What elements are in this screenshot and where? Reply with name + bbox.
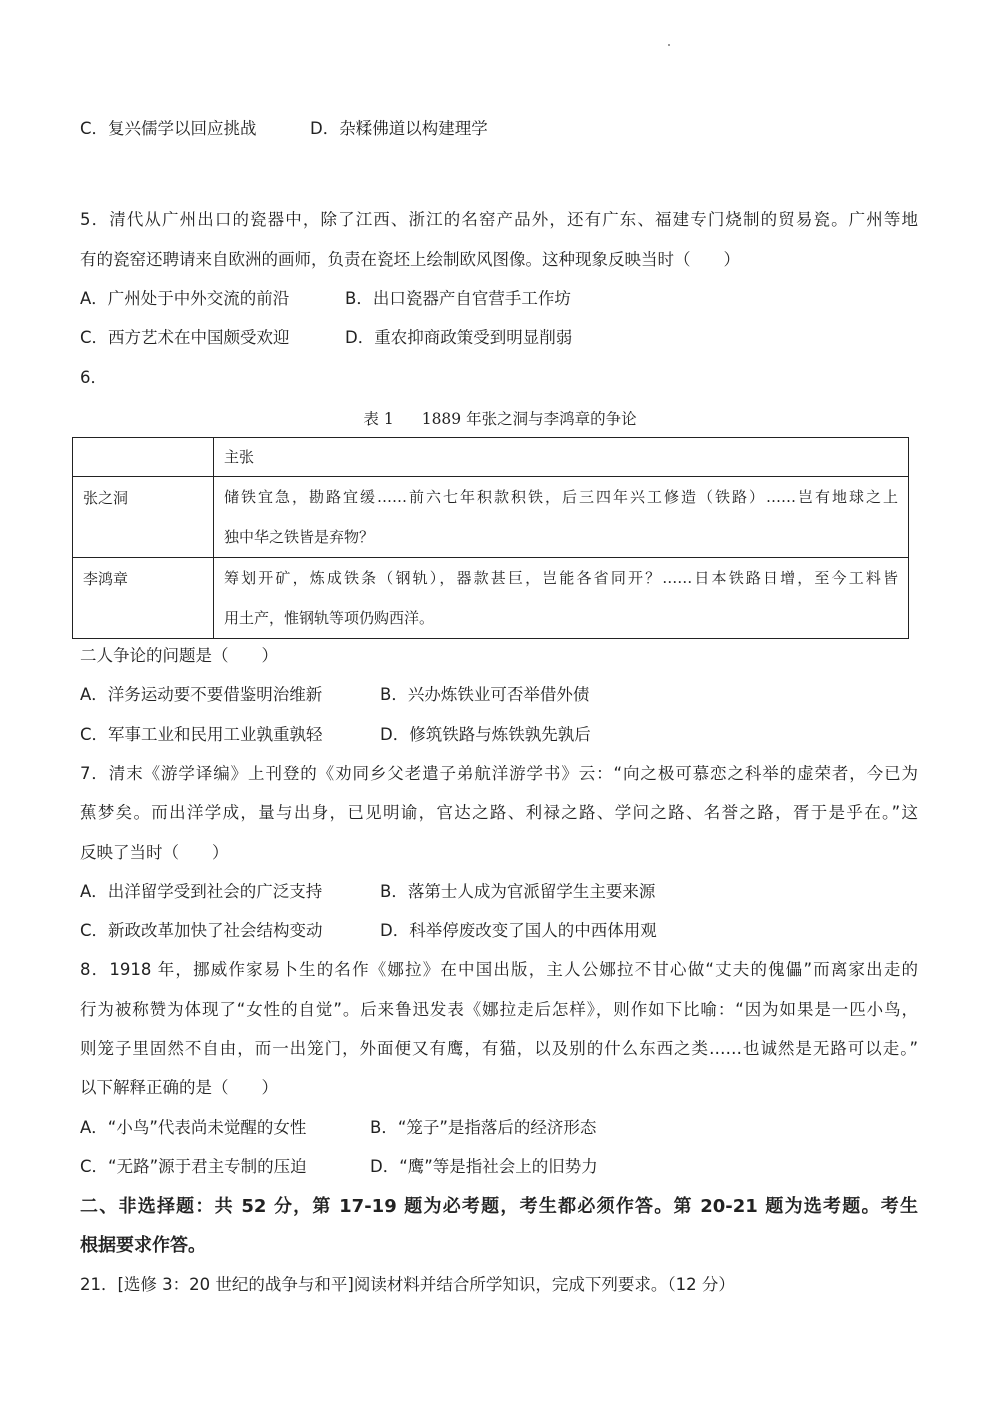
- q8-option-d: D．“鹰”等是指社会上的旧势力: [370, 1157, 598, 1176]
- q7-option-a: A．出洋留学受到社会的广泛支持: [80, 882, 323, 901]
- q6-option-b: B．兴办炼铁业可否举借外债: [380, 685, 590, 704]
- debate-table: [72, 437, 909, 639]
- q7-option-b: B．落第士人成为官派留学生主要来源: [380, 882, 656, 901]
- table-row: [73, 477, 909, 558]
- q7-stem-line2: 蕉梦矣。而出洋学成，量与出身，已见明谕，官达之路、利禄之路、学问之路、名誉之路，胥于是乎在。”这: [80, 803, 918, 822]
- q7-stem-line1: 7．清末《游学译编》上刊登的《劝同乡父老遣子弟航洋游学书》云：“向之极可慕恋之科举的虚荣者，今已为: [80, 764, 918, 783]
- q6-option-d: D．修筑铁路与炼铁孰先孰后: [380, 725, 591, 744]
- q7-option-c: C．新政改革加快了社会结构变动: [80, 921, 323, 940]
- row-name: 李鸿章: [73, 558, 214, 639]
- q5-option-b: B．出口瓷器产自官营手工作坊: [345, 289, 571, 308]
- table-header-row: [73, 438, 909, 477]
- q5-option-d: D．重农抑商政策受到明显削弱: [345, 328, 573, 347]
- q5-stem-line2: 有的瓷窑还聘请来自欧洲的画师，负责在瓷坯上绘制欧风图像。这种现象反映当时（ ）: [80, 250, 740, 269]
- row-position-line: 用土产，惟钢轨等项仍购西洋。: [224, 609, 435, 627]
- row-position-line: 筹划开矿，炼成铁条（钢轨），器款甚巨，岂能各省同开？……日本铁路日增，至今工料皆: [224, 569, 898, 587]
- q5-option-c: C．西方艺术在中国颇受欢迎: [80, 328, 290, 347]
- row-position-line: 储铁宜急，勘路宜缓……前六七年积款积铁，后三四年兴工修造（铁路）……岂有地球之上: [224, 488, 898, 506]
- q6-stem: 二人争论的问题是（ ）: [80, 646, 278, 665]
- q6-option-a: A．洋务运动要不要借鉴明治维新: [80, 685, 323, 704]
- table-row: [73, 558, 909, 639]
- q6-option-c: C．军事工业和民用工业孰重孰轻: [80, 725, 323, 744]
- row-position: [214, 477, 909, 558]
- q5-stem-line1: 5．清代从广州出口的瓷器中，除了江西、浙江的名窑产品外，还有广东、福建专门烧制的贸易瓷。广州等地: [80, 210, 918, 229]
- q8-stem-line4: 以下解释正确的是（ ）: [80, 1078, 278, 1097]
- table-caption: [0, 407, 1000, 429]
- row-position-line: 独中华之铁皆是弃物？: [224, 528, 375, 546]
- scan-speck: [668, 44, 670, 46]
- row-position: [214, 558, 909, 639]
- q7-option-d: D．科举停废改变了国人的中西体用观: [380, 921, 657, 940]
- q6-number: 6．: [80, 368, 107, 387]
- q8-stem-line3: 则笼子里固然不自由，而一出笼门，外面便又有鹰，有猫，以及别的什么东西之类……也诚然是无路可以走。”: [80, 1039, 918, 1058]
- q5-option-a: A．广州处于中外交流的前沿: [80, 289, 290, 308]
- q8-stem-line1: 8．1918 年，挪威作家易卜生的名作《娜拉》在中国出版，主人公娜拉不甘心做“丈夫的傀儡”而离家出走的: [80, 960, 918, 979]
- row-name: 张之洞: [73, 477, 214, 558]
- q8-stem-line2: 行为被称赞为体现了“女性的自觉”。后来鲁迅发表《娜拉走后怎样》，则作如下比喻：“因为如果是一匹小鸟，: [80, 1000, 918, 1019]
- q4-option-d: D．杂糅佛道以构建理学: [310, 119, 488, 138]
- caption-label: 表 1: [363, 410, 394, 428]
- section2-heading-line1: 二、非选择题：共 52 分，第 17-19 题为必考题，考生都必须作答。第 20-21 题为选考题。考生: [80, 1196, 918, 1217]
- q8-option-c: C．“无路”源于君主专制的压迫: [80, 1157, 307, 1176]
- q8-option-b: B．“笼子”是指落后的经济形态: [370, 1118, 597, 1137]
- q4-option-c: C．复兴儒学以回应挑战: [80, 119, 257, 138]
- section2-heading-line2: 根据要求作答。: [80, 1235, 206, 1256]
- caption-title: 1889 年张之洞与李鸿章的争论: [421, 410, 637, 428]
- q21-stem: 21．[选修 3：20 世纪的战争与和平]阅读材料并结合所学知识，完成下列要求。（12 分）: [80, 1275, 735, 1294]
- header-cell-position: 主张: [214, 438, 909, 477]
- q8-option-a: A．“小鸟”代表尚未觉醒的女性: [80, 1118, 307, 1137]
- header-cell-empty: [73, 438, 214, 477]
- q7-stem-line3: 反映了当时（ ）: [80, 843, 229, 862]
